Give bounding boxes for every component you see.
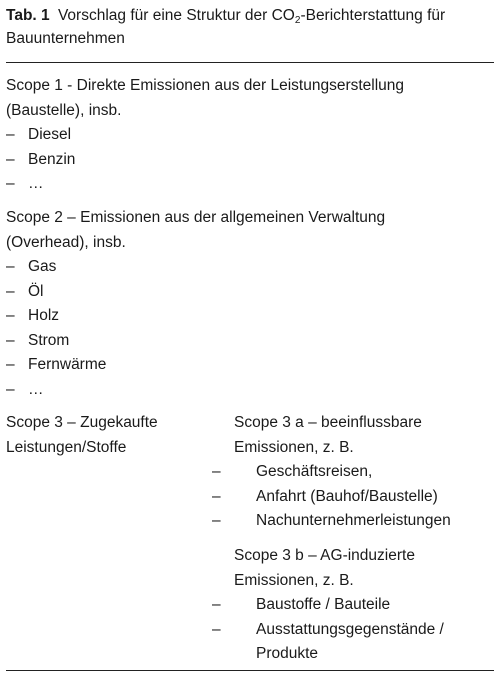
scope3-heading-line: Leistungen/Stoffe bbox=[6, 438, 127, 456]
list-dash: – bbox=[212, 596, 221, 613]
list-item-text: Nachunternehmerleistungen bbox=[256, 512, 451, 529]
list-item-text: Benzin bbox=[28, 150, 76, 168]
list-item bbox=[212, 509, 494, 534]
list-item bbox=[6, 255, 494, 280]
list-item bbox=[212, 593, 494, 618]
list-item bbox=[6, 280, 494, 305]
scope3b-section bbox=[212, 544, 494, 667]
list-item-text: … bbox=[28, 175, 44, 192]
list-item bbox=[6, 329, 494, 354]
list-dash: – bbox=[6, 150, 15, 168]
list-dash: – bbox=[6, 380, 15, 398]
list-item-text: Strom bbox=[28, 331, 70, 349]
list-item bbox=[212, 460, 494, 485]
list-item-text: … bbox=[28, 380, 44, 398]
scope2-heading-line: (Overhead), insb. bbox=[6, 233, 126, 251]
scope2-section bbox=[6, 206, 494, 402]
list-item-text: Geschäftsreisen, bbox=[256, 463, 373, 480]
scope3a-heading-line: Scope 3 a – beeinflussbare bbox=[234, 414, 422, 431]
scope1-section bbox=[6, 74, 494, 197]
list-item-text: Gas bbox=[28, 258, 57, 275]
list-dash: – bbox=[212, 487, 221, 505]
table-top-rule bbox=[6, 62, 494, 63]
scope1-heading-line: Scope 1 - Direkte Emissionen aus der Leistungserstellung bbox=[6, 77, 405, 94]
list-dash: – bbox=[6, 126, 15, 143]
list-item-text: Anfahrt (Bauhof/Baustelle) bbox=[256, 487, 438, 505]
list-item bbox=[6, 172, 494, 197]
list-item bbox=[6, 123, 494, 148]
list-dash: – bbox=[212, 620, 221, 638]
list-dash: – bbox=[6, 282, 15, 300]
list-dash: – bbox=[212, 463, 221, 480]
caption-text-part2: -Berichterstattung für Bauunternehmen bbox=[6, 7, 446, 47]
list-item-text: Öl bbox=[28, 282, 44, 300]
scope3b-heading-line: Emissionen, z. B. bbox=[234, 571, 354, 589]
list-dash: – bbox=[6, 258, 15, 275]
list-item-text: Ausstattungsgegenstände / Produkte bbox=[256, 620, 444, 662]
list-item-text: Holz bbox=[28, 307, 60, 324]
scope3-heading-line: Scope 3 – Zugekaufte bbox=[6, 414, 158, 431]
list-item bbox=[6, 148, 494, 173]
list-item bbox=[6, 353, 494, 378]
table-bottom-rule bbox=[6, 670, 494, 671]
list-item-text: Baustoffe / Bauteile bbox=[256, 596, 391, 613]
list-dash: – bbox=[6, 307, 15, 324]
list-item bbox=[212, 485, 494, 510]
list-dash: – bbox=[6, 356, 15, 373]
list-item-text: Diesel bbox=[28, 126, 72, 143]
list-item bbox=[212, 618, 488, 667]
table-label: Tab. 1 bbox=[6, 7, 50, 24]
list-item bbox=[6, 378, 494, 403]
list-dash: – bbox=[6, 175, 15, 192]
scope3-heading bbox=[6, 411, 226, 460]
scope1-heading-line: (Baustelle), insb. bbox=[6, 101, 122, 119]
list-dash: – bbox=[6, 331, 15, 349]
list-dash: – bbox=[212, 512, 221, 529]
scope3a-heading-line: Emissionen, z. B. bbox=[234, 438, 354, 456]
caption-text-part1: Vorschlag für eine Struktur der CO bbox=[57, 7, 295, 24]
caption-subscript: 2 bbox=[294, 15, 301, 26]
scope3a-section bbox=[212, 411, 494, 534]
scope3b-heading-line: Scope 3 b – AG-induzierte bbox=[234, 547, 415, 564]
table-caption bbox=[6, 4, 492, 50]
list-item bbox=[6, 304, 494, 329]
list-item-text: Fernwärme bbox=[28, 356, 107, 373]
scope2-heading-line: Scope 2 – Emissionen aus der allgemeinen Verwaltung bbox=[6, 209, 386, 226]
